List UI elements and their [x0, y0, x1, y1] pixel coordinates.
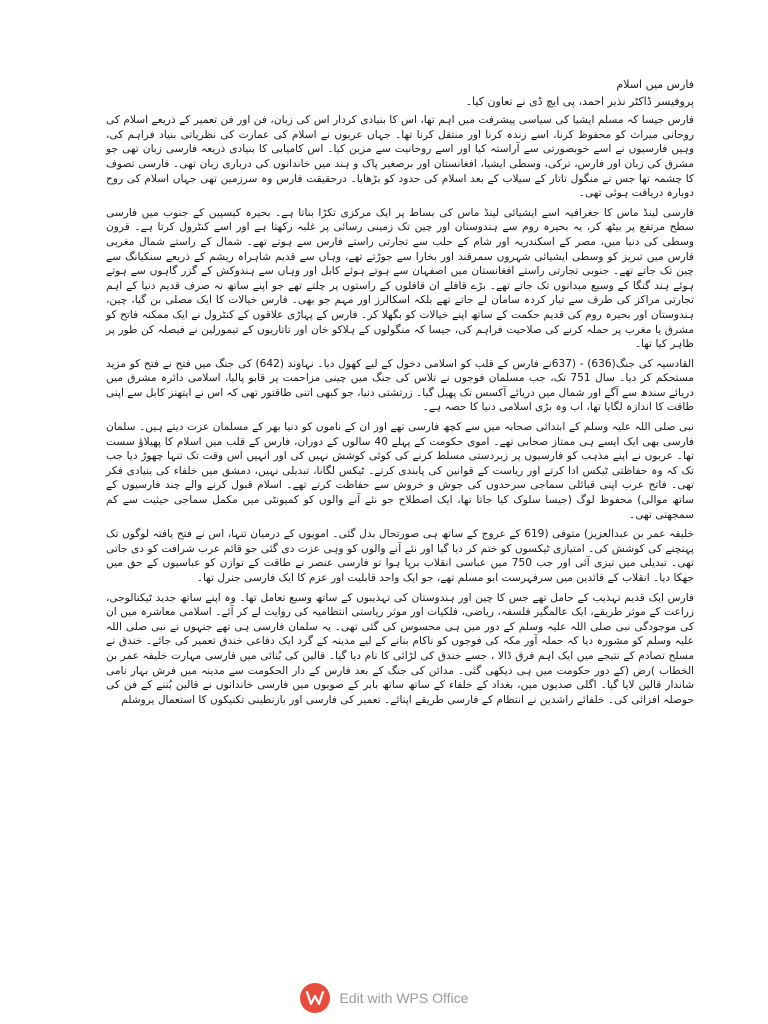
paragraph: فارس جیسا کہ مسلم ایشیا کی سیاسی پیشرفت میں اہم تھا، اس کا بنیادی کردار اس کی زبان، فن اور فن تعمیر کے ذریعے اسلام کی روحانی میراث کو محفوظ کرنا، اسے زندہ کرنا اور منتقل کرنا تھا۔ جہاں عربوں نے اسلام کی عمارت کی نظریاتی بنیاد فراہم کی، وہیں فارسیوں نے اسے خوبصورتی سے آراستہ کیا اور اسے روحانیت سے مزین کیا۔ اس کامیابی کا بنیادی ذریعہ فارسی زبان تھی جو مشرق کی زبان اور فارس، ترکی، وسطی ایشیا، افغانستان اور برصغیر پاک و ہند میں خاندانوں کی درباری زبان تھی۔ فارسی تصوف کا چشمہ تھا جس نے منگول تاتار کے سیلاب کے بعد اسلام کی حدود کو بڑھایا۔ درحقیقت فارس وہ سرزمین تھی جہاں اسلام کی روح دوبارہ دریافت ہوئی تھی۔: [106, 114, 694, 200]
wps-footer[interactable]: [0, 978, 768, 1018]
document-body: [106, 78, 694, 712]
document-title: فارس میں اسلام: [616, 78, 694, 91]
document-byline: پروفیسر ڈاکٹر نذیر احمد، پی ایچ ڈی نے تعاون کیا۔: [465, 94, 694, 108]
paragraph: فارسی لینڈ ماس کا جغرافیہ اسے ایشیائی لینڈ ماس کی بساط پر ایک مرکزی تکڑا بناتا ہے۔ بحیرہ کیسپین کے جنوب میں فارسی سطح مرتفع پر بیٹھ کر، یہ بحیرہ روم سے ہندوستان اور چین تک زمینی رسائی پر غلبہ رکھتا ہے اور اسے کنٹرول کرتا ہے۔ قرون وسطی کی دنیا میں، مصر کے اسکندریہ اور شام کے حلب سے تجارتی راستے فارس سے ہوتے تھے۔ شمال کے راستے شمال مغربی فارس میں تبریز کو وسطی ایشیائی شہروں سمرقند اور بخارا سے جوڑتے تھے، وہاں سے قدیم شاہراہ ریشم کے ذریعے سنکیانگ سے چین تک جاتے تھے۔ جنوبی تجارتی راستے افغانستان میں اصفہان سے ہوتے ہوئے کابل اور وہاں سے ہندوکش کے گزر گاہوں سے ہوتے ہوئے ہند گنگا کے وسیع میدانوں تک جاتے تھے۔ بڑے قافلے ان قافلوں کے راستوں پر چلتے تھے جو اپنے ساتھ نہ صرف قدیم دنیا کے اہم تجارتی مراکز کی طرف سے تیار کردہ سامان لے جاتے تھے بلکہ اسکالرز اور مہم جو بھی۔ فارس خیالات کا ایک مصلی بن گیا، چین، ہندوستان اور بحیرہ روم کی قدیم حکمت کے ساتھ اپنے خیالات کو بگھلا کر۔ فارس کے پہاڑی علاقوں کے کنٹرول نے ایک ممکنہ فاتح کو مشرق یا مغرب پر حملہ کرنے کی صلاحیت فراہم کی، جیسا کہ منگولوں کے ہلاکو خان اور تاتاریوں کے تیمورلین نے فیصلہ کن طور پر ظاہر کیا تھا۔: [106, 206, 694, 351]
wps-logo-icon: [300, 983, 330, 1013]
paragraph: نبی صلی اللہ علیہ وسلم کے ابتدائی صحابہ میں سے کچھ فارسی تھے اور ان کے ناموں کو دنیا بھر کے مسلمان عزت دیتے ہیں۔ سلمان فارسی بھی ایک ایسے ہی ممتاز صحابی تھے۔ اموی حکومت کے پہلے 40 سالوں کے دوران، فارس کے قلب میں اسلام کا پھیلاؤ سست تھا۔ عربوں نے اپنے مذہب کو فارسیوں پر زبردستی مسلط کرنے کی کوئی کوشش نہیں کی اور انہیں اس وقت تک تنہا چھوڑ دیا جب تک کہ وہ حفاظتی ٹیکس ادا کرتے اور ریاست کے قوانین کی پابندی کرتے۔ ٹیکس لگانا، تبدیلی نہیں، دمشق میں خلفاء کی بنیادی فکر تھی۔ فاتح عرب اپنی قبائلی سماجی سرحدوں کی جوش و خروش سے حفاظت کرتے تھے۔ اسلام قبول کرنے والے چند فارسیوں کے ساتھ موالی) محفوظ لوگ (جیسا سلوک کیا جاتا تھا، ایک اصطلاح جو نئے آنے والوں کو کمیونٹی میں مکمل سماجی حیثیت سے کم سمجھتی تھی۔: [106, 421, 694, 521]
wps-footer-text: Edit with WPS Office: [339, 990, 469, 1006]
paragraph: فارس ایک قدیم تہذیب کے حامل تھے جس کا چین اور ہندوستان کی تہذیبوں کے ساتھ وسیع تعامل تھا۔ وہ اپنے ساتھ جدید ٹیکنالوجی، زراعت کے موثر طریقے، ایک عالمگیر فلسفہ، ریاضی، فلکیات اور موثر ریاستی انتظامیہ کی روایت لے کر آئے۔ اسلامی معاشرہ میں ان کی موجودگی نبی صلی اللہ علیہ وسلم کے دور میں ہی محسوس کی گئی تھی۔ یہ سلمان فارسی ہی تھے جنہوں نے نبی صلی اللہ علیہ وسلم کو مشورہ دیا کہ حملہ آور مکہ کی فوجوں کو ناکام بنانے کے لیے مدینہ کے گرد ایک دفاعی خندق تعمیر کی جائے۔ خندق نے مسلح تصادم کے نتیجے میں ایک اہم فرق ڈالا ، جسے خندق کی لڑائی کا نام دیا گیا۔ قالین کی بُنائی میں فارسی مہارت خلیفہ عمر بن الخطاب )رض (کے دور حکومت میں ہی دیکھی گئی۔ مدائن کی جنگ کے بعد فارس کے دار الحکومت سے مدینہ میں فرش بہار نامی شاندار قالین لایا گیا۔ اگلی صدیوں میں، بغداد کے خلفاء کے ساتھ ساتھ بابر کے صوبوں میں فارسی خاندانوں نے قالین بُننے کے فن کی حوصلہ افزائی کی۔ خلفائے راشدین نے انتظام کے فارسی طریقے اپنائے۔ تعمیر کی فارسی اور بازنطینی تکنیکوں کا استعمال یروشلم: [106, 591, 694, 706]
paragraph: خلیفہ عمر بن عبدالعزیز) متوفی (619 کے عروج کے ساتھ ہی صورتحال بدل گئی۔ امویوں کے درمیان تنہا، اس نے فتح یافتہ لوگوں تک پہنچنے کی کوشش کی۔ امتیازی ٹیکسوں کو ختم کر دیا گیا اور نئے آنے والوں کو وہی عزت دی گئی جو قائم عرب شرافت کو دی جاتی تھی۔ تبدیلی میں تیزی آئی اور جب 750 میں عباسی انقلاب برپا ہوا تو فارسی عنصر نے طاقت کے توازن کو عباسیوں کے حق میں جھکا دیا۔ انقلاب کے قائدین میں سرفہرست ابو مسلم تھے، جو ایک واحد قابلیت اور عزم کا ایک فارسی جنرل تھا۔: [106, 528, 694, 584]
paragraph: القادسیہ کی جنگ(636) - (637نے فارس کے قلب کو اسلامی دخول کے لیے کھول دیا۔ نہاوند (642) کی جنگ میں فتح نے فتح کو مزید مستحکم کر دیا۔ سال 751 تک، جب مسلمان فوجوں نے تلاس کی جنگ میں چینی مزاحمت پر قابو پالیا، اسلامی دائرہ مشرق میں دریائے سندھ سے آگے اور شمال میں دریائے آکسس تک پھیل گیا۔ زرتشتی دنیا، جو کبھی اتنی طاقتور تھی کہ اس نے ایتھنز کابل سے اپنی طاقت کا اندازہ لگایا تھا، اب وہ بڑی اسلامی دنیا کا حصہ ہے۔: [106, 357, 695, 414]
